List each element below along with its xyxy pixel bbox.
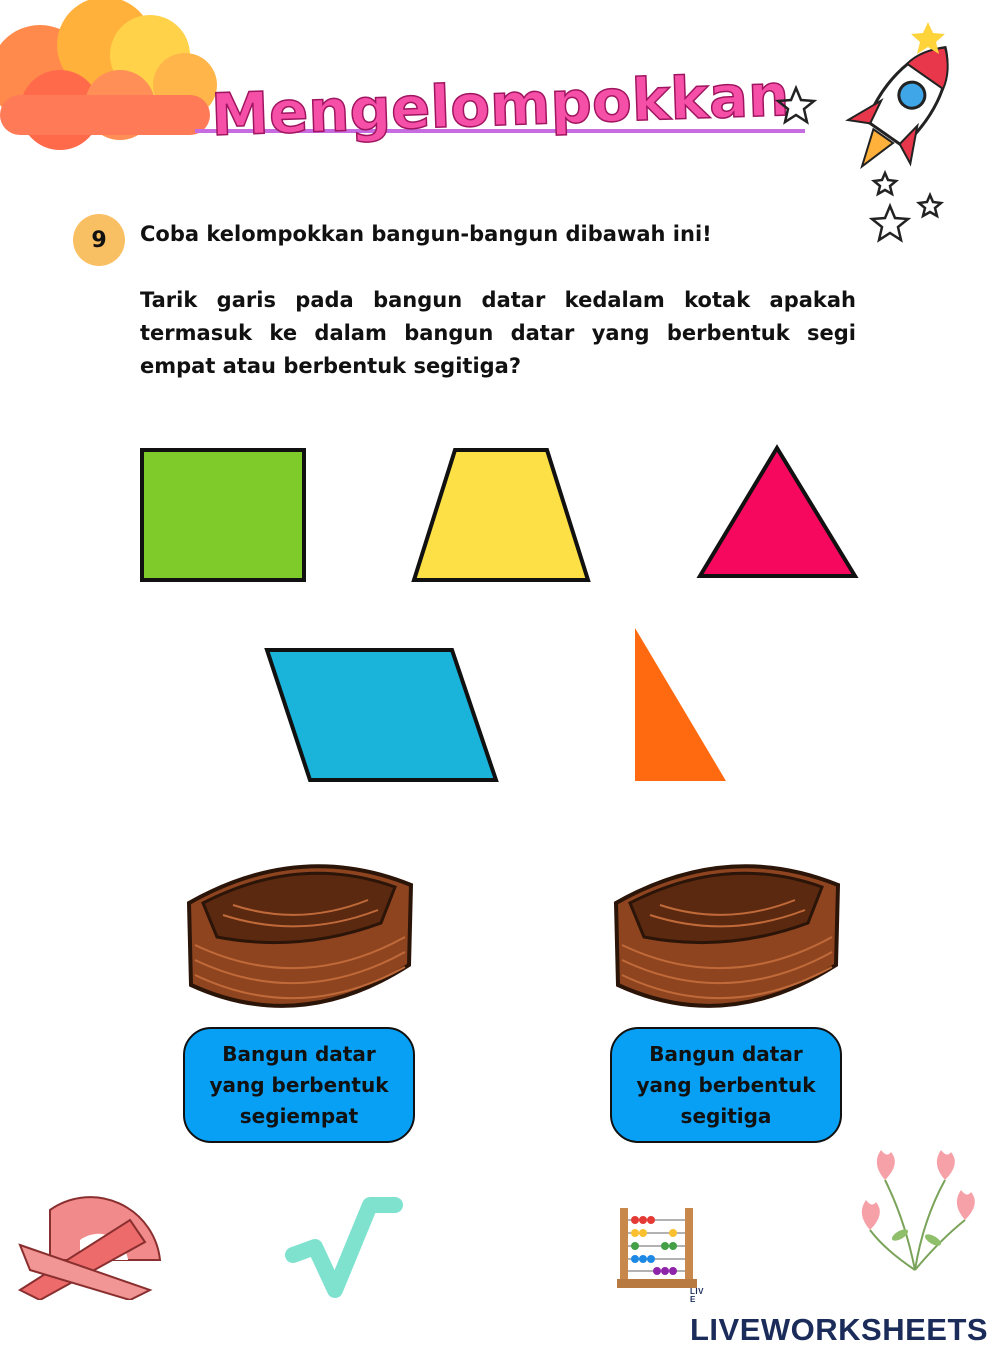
label-line: Bangun datar: [649, 1041, 803, 1066]
page-title: Mengelompokkan: [210, 60, 791, 150]
brand-badge: LIVE: [690, 1286, 704, 1304]
label-line: Bangun datar: [222, 1041, 376, 1066]
basket-icon: [610, 845, 844, 1015]
triangle-shape[interactable]: [700, 448, 855, 576]
drop-target-segitiga[interactable]: [610, 1027, 842, 1143]
label-line: segiempat: [239, 1103, 359, 1128]
question-number-badge: 9: [73, 214, 125, 266]
rocket-icon: [831, 26, 976, 188]
flower-icon: [845, 1140, 985, 1275]
ruler-protractor-icon: [10, 1150, 170, 1300]
brand-logo: [690, 1276, 1000, 1348]
right-triangle-shape[interactable]: [635, 628, 726, 781]
question-body: Tarik garis pada bangun datar kedalam kotak apakah termasuk ke dalam bangun datar yang berbentuk segi empat atau berbentuk segitiga?: [140, 288, 856, 378]
label-line: yang berbentuk: [209, 1072, 389, 1097]
basket-icon: [183, 845, 417, 1015]
abacus-icon: [615, 1205, 700, 1290]
header-art: [0, 0, 1000, 250]
label-line: yang berbentuk: [636, 1072, 816, 1097]
drop-target-segiempat[interactable]: [183, 1027, 415, 1143]
shapes-area: [0, 430, 1000, 800]
brand-text: LIVEWORKSHEETS: [690, 1312, 989, 1347]
square-shape[interactable]: [142, 450, 304, 580]
square-root-icon: [285, 1195, 405, 1300]
label-line: segitiga: [680, 1103, 772, 1128]
trapezoid-shape[interactable]: [414, 450, 588, 580]
parallelogram-shape[interactable]: [267, 650, 496, 780]
cloud-icon: [0, 0, 217, 150]
question-instruction: Coba kelompokkan bangun-bangun dibawah ini!: [140, 222, 712, 246]
